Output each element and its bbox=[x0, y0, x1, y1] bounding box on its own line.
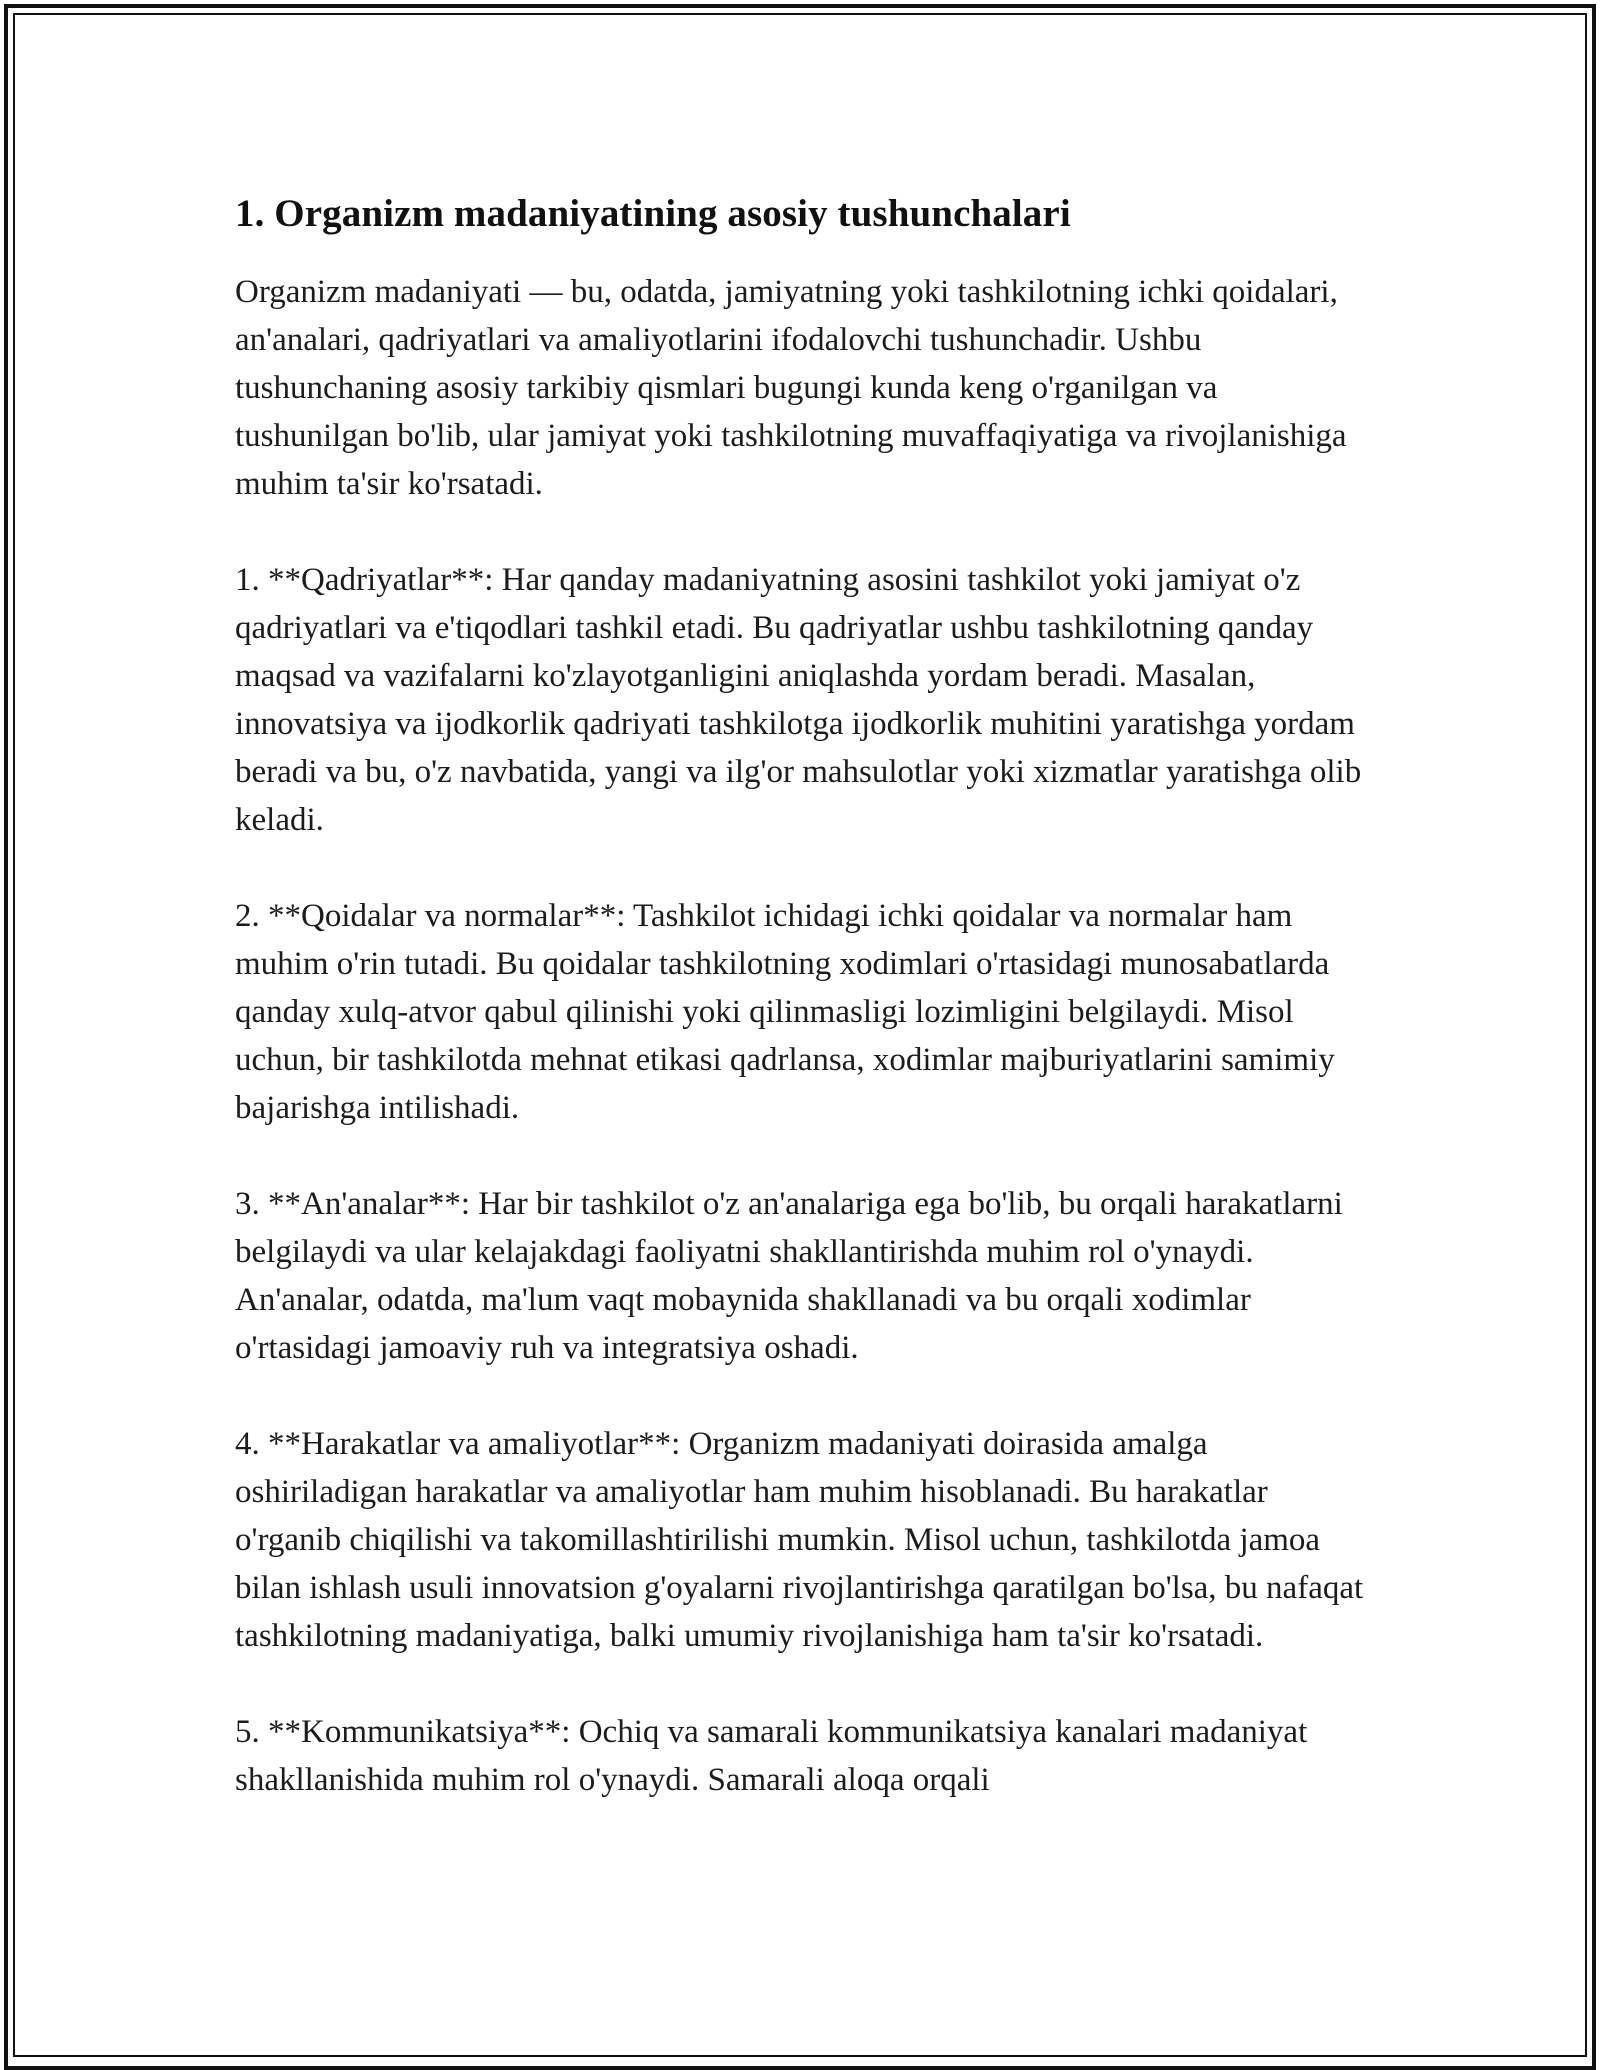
paragraph-ananalar: 3. **An'analar**: Har bir tashkilot o'z an'analariga ega bo'lib, bu orqali harakatlarni belgilaydi va ular kelajakdagi faoliyatni shakllantirishda muhim rol o'ynaydi. An'analar, odatda, ma'lum vaqt mobaynida shakllanadi va bu orqali xodimlar o'rtasidagi jamoaviy ruh va integratsiya oshadi. bbox=[235, 1186, 1343, 1366]
paragraph-harakatlar-va-amaliyotlar: 4. **Harakatlar va amaliyotlar**: Organizm madaniyati doirasida amalga oshiriladigan harakatlar va amaliyotlar ham muhim hisoblanadi. Bu harakatlar o'rganib chiqilishi va takomillashtirilishi mumkin. Misol uchun, tashkilotda jamoa bilan ishlash usuli innovatsion g'oyalarni rivojlantirishga qaratilgan bo'lsa, bu nafaqat tashkilotning madaniyatiga, balki umumiy rivojlanishiga ham ta'sir ko'rsatadi. bbox=[235, 1426, 1364, 1654]
document-body bbox=[235, 190, 1375, 1852]
document-title: 1. Organizm madaniyatining asosiy tushunchalari bbox=[235, 192, 1071, 235]
intro-paragraph: Organizm madaniyati — bu, odatda, jamiyatning yoki tashkilotning ichki qoidalari, an'analari, qadriyatlari va amaliyotlarini ifodalovchi tushunchadir. Ushbu tushunchaning asosiy tarkibiy qismlari bugungi kunda keng o'rganilgan va tushunilgan bo'lib, ular jamiyat yoki tashkilotning muvaffaqiyatiga va rivojlanishiga muhim ta'sir ko'rsatadi. bbox=[235, 274, 1347, 502]
paragraph-qoidalar-va-normalar: 2. **Qoidalar va normalar**: Tashkilot ichidagi ichki qoidalar va normalar ham muhim o'rin tutadi. Bu qoidalar tashkilotning xodimlari o'rtasidagi munosabatlarda qanday xulq-atvor qabul qilinishi yoki qilinmasligi lozimligini belgilaydi. Misol uchun, bir tashkilotda mehnat etikasi qadrlansa, xodimlar majburiyatlarini samimiy bajarishga intilishadi. bbox=[235, 898, 1335, 1126]
paragraph-qadriyatlar: 1. **Qadriyatlar**: Har qanday madaniyatning asosini tashkilot yoki jamiyat o'z qadriyatlari va e'tiqodlari tashkil etadi. Bu qadriyatlar ushbu tashkilotning qanday maqsad va vazifalarni ko'zlayotganligini aniqlashda yordam beradi. Masalan, innovatsiya va ijodkorlik qadriyati tashkilotga ijodkorlik muhitini yaratishga yordam beradi va bu, o'z navbatida, yangi va ilg'or mahsulotlar yoki xizmatlar yaratishga olib keladi. bbox=[235, 562, 1362, 838]
paragraph-kommunikatsiya: 5. **Kommunikatsiya**: Ochiq va samarali kommunikatsiya kanalari madaniyat shakllanishida muhim rol o'ynaydi. Samarali aloqa orqali bbox=[235, 1714, 1308, 1798]
